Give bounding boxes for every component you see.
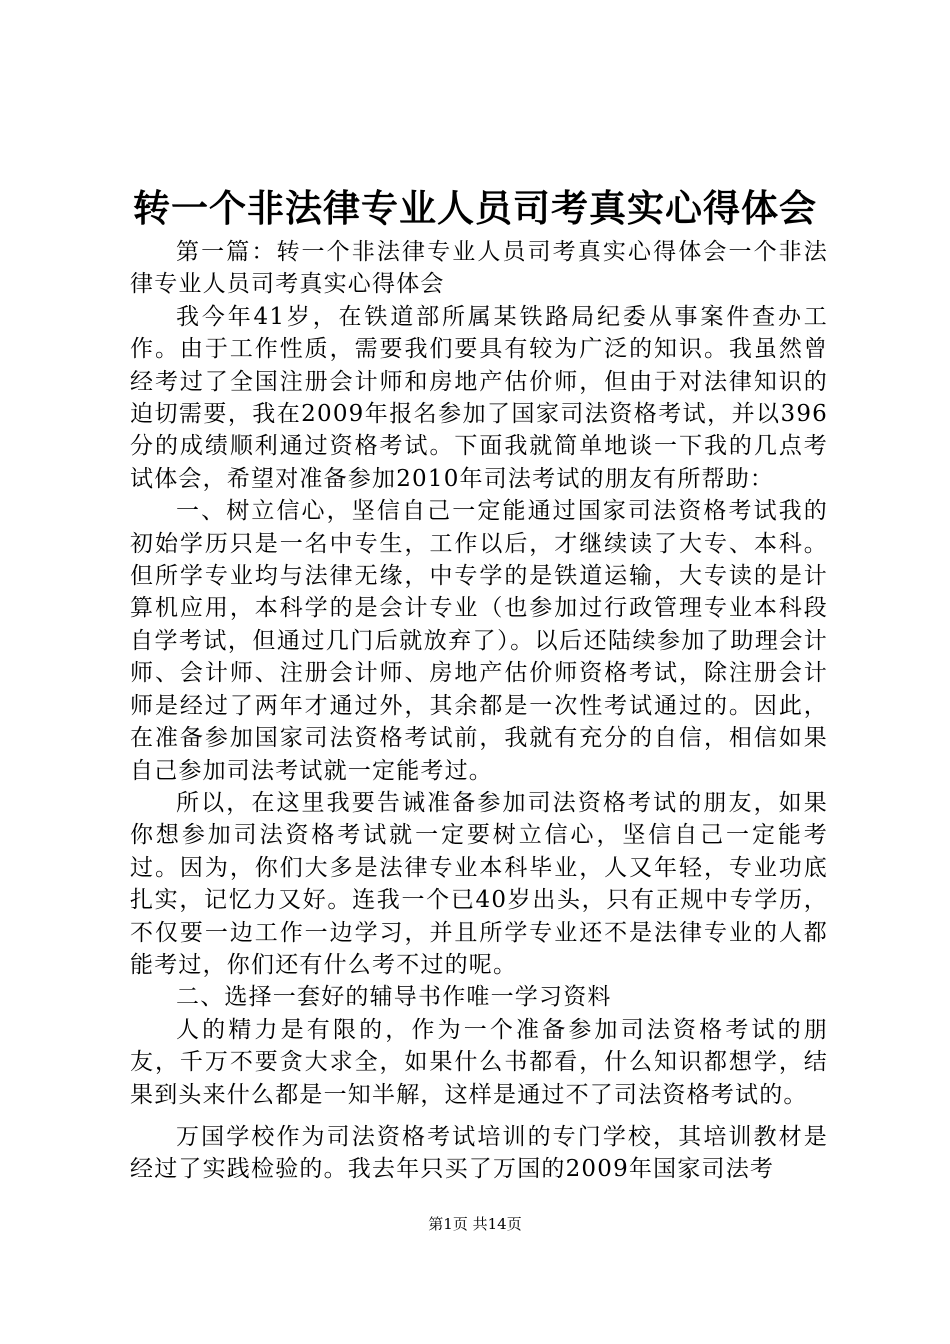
paragraph-focus: 人的精力是有限的，作为一个准备参加司法资格考试的朋友，千万不要贪大求全，如果什么书都看，什么知识都想学，结果到头来什么都是一知半解，这样是通过不了司法资格考试的。 <box>130 1016 828 1108</box>
page-number-footer: 第1页 共14页 <box>428 1215 522 1233</box>
paragraph-advice: 所以，在这里我要告诫准备参加司法资格考试的朋友，如果你想参加司法资格考试就一定要树立信心，坚信自己一定能考过。因为，你们大多是法律专业本科毕业，人又年轻，专业功底扎实，记忆力又好。连我一个已40岁出头，只有正规中专学历，不仅要一边工作一边学习，并且所学专业还不是法律专业的人都能考过，你们还有什么考不过的呢。 <box>130 789 828 978</box>
paragraph-background: 我今年41岁，在铁道部所属某铁路局纪委从事案件查办工作。由于工作性质，需要我们要具有较为广泛的知识。我虽然曾经考过了全国注册会计师和房地产估价师，但由于对法律知识的迫切需要，我在2009年报名参加了国家司法资格考试，并以396分的成绩顺利通过资格考试。下面我就简单地谈一下我的几点考试体会，希望对准备参加2010年司法考试的朋友有所帮助： <box>130 303 828 492</box>
paragraph-wanguo: 万国学校作为司法资格考试培训的专门学校，其培训教材是经过了实践检验的。我去年只买了万国的2009年国家司法考 <box>130 1123 828 1183</box>
paragraph-intro: 第一篇：转一个非法律专业人员司考真实心得体会一个非法律专业人员司考真实心得体会 <box>130 239 828 298</box>
document-title: 转一个非法律专业人员司考真实心得体会 <box>133 187 817 230</box>
document-body <box>130 236 828 1186</box>
section-heading-two: 二、选择一套好的辅导书作唯一学习资料 <box>176 984 612 1011</box>
paragraph-section-one: 一、树立信心，坚信自己一定能通过国家司法资格考试我的初始学历只是一名中专生，工作以后，才继续读了大专、本科。但所学专业均与法律无缘，中专学的是铁道运输，大专读的是计算机应用，本科学的是会计专业（也参加过行政管理专业本科段自学考试，但通过几门后就放弃了）。以后还陆续参加了助理会计师、会计师、注册会计师、房地产估价师资格考试，除注册会计师是经过了两年才通过外，其余都是一次性考试通过的。因此，在准备参加国家司法资格考试前，我就有充分的自信，相信如果自己参加司法考试就一定能考过。 <box>130 498 828 784</box>
